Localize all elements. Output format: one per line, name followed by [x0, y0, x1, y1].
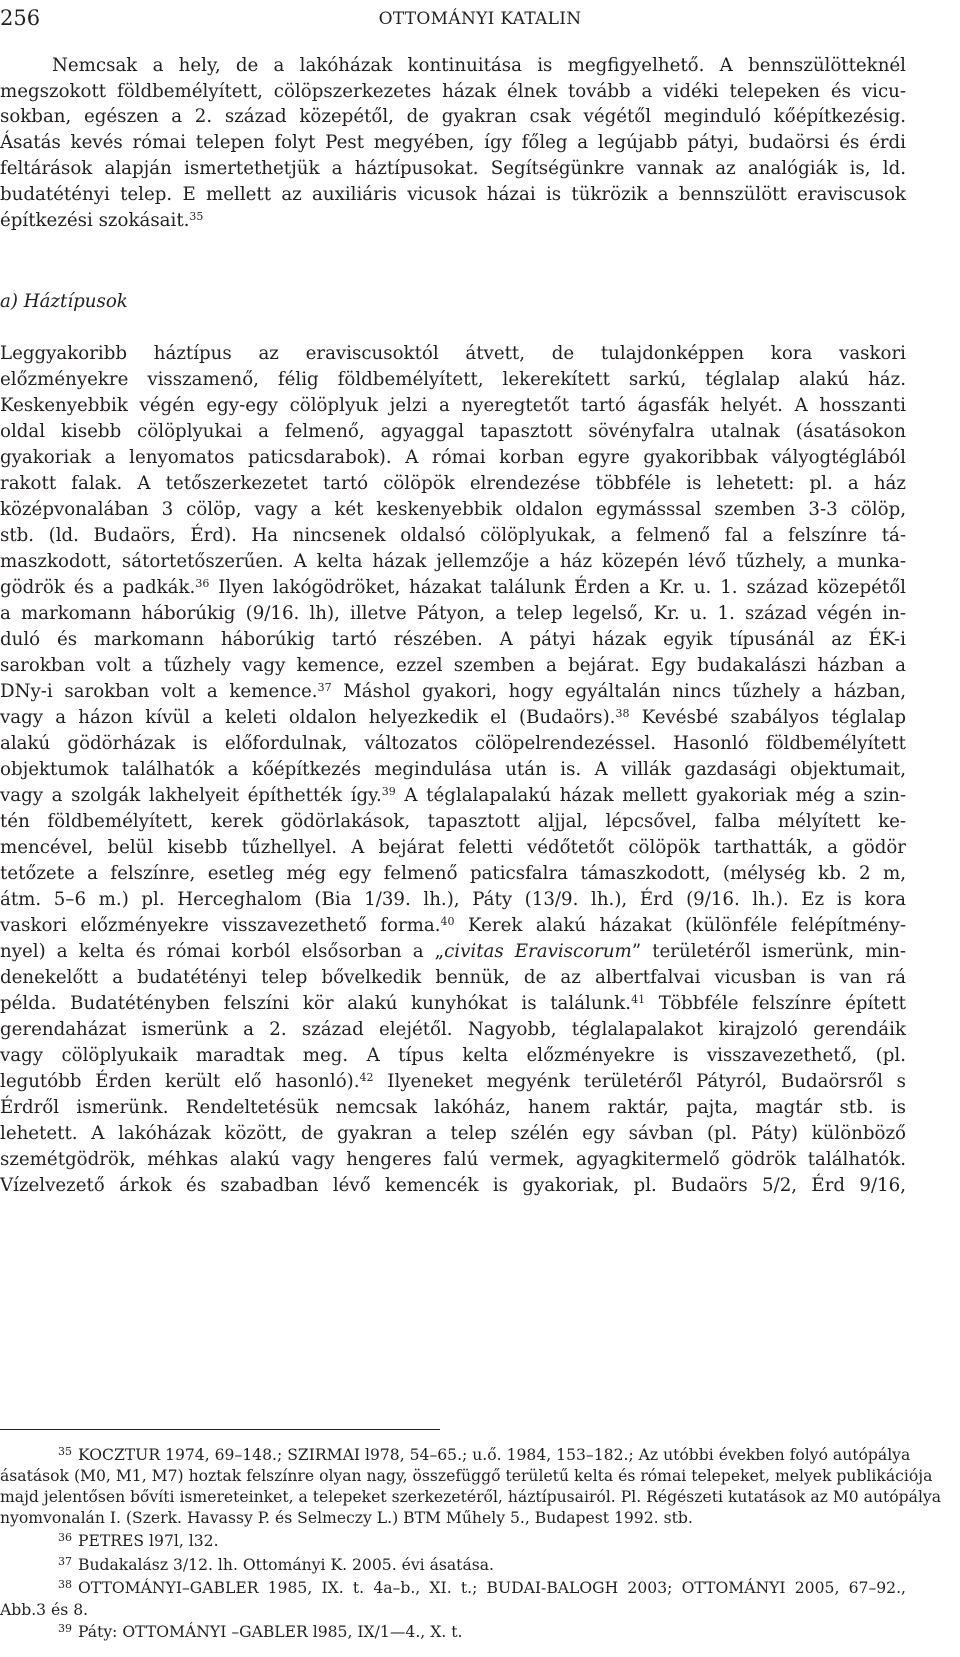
intro-line: építkezési szokásait.$^{35}$ [0, 209, 204, 231]
body-line: rakott falak. A tetőszerkezetet tartó cölöpök elrendezése többféle is lehetett: pl. a ház [0, 473, 906, 494]
footnote-line: Abb.3 és 8. [0, 1601, 89, 1619]
page-number: 256 [0, 6, 41, 30]
section-heading: a) Háztípusok [0, 291, 128, 312]
body-line: tén földbemélyített, kerek gödörlakások, tapasztott aljjal, lépcsővel, falba mélyített ke- [0, 811, 906, 832]
footnote-ref: 38 [615, 706, 630, 720]
footnote-ref: 36 [195, 576, 210, 590]
footnote-37: $^{37}$ Budakalász 3/12. lh. Ottományi K. 2005. évi ásatása. [58, 1555, 495, 1574]
body-line: stb. (ld. Budaörs, Érd). Ha nincsenek oldalsó cölöplyukak, a felmenő fal a felszínre tá- [0, 525, 906, 546]
footnote-ref: 39 [381, 784, 396, 798]
body-line: a markomann háborúkig (9/16. lh), illetve Pátyon, a telep legelső, Kr. u. 1. század végén in- [0, 603, 906, 624]
footnote-line: ásatások (M0, M1, M7) hoztak felszínre olyan nagy, összefüggő területű kelta és római telepeket, melyek publikációja [0, 1467, 933, 1485]
body-line: lehetett. A lakóházak között, de gyakran a telep szélén egy sávban (pl. Páty) különböző [0, 1123, 906, 1144]
footnote-ref: 35 [189, 209, 204, 223]
body-line: nyel) a kelta és római korból elsősorban a „civitas Eraviscorum” területéről ismerünk, min- [0, 941, 907, 962]
body-line: vaskori előzményekre visszavezethető forma.$^{40}$ Kerek alakú házakat (különféle felépítmény- [0, 914, 906, 936]
body-line: objektumok találhatók a kőépítkezés megindulása után is. A villák gazdasági objektumait, [0, 759, 906, 780]
intro-line: Nemcsak a hely, de a lakóházak kontinuitása is megfigyelhető. A bennszülötteknél [52, 55, 906, 76]
body-line: gerendaházat ismerünk a 2. század elejétől. Nagyobb, téglalapalakot kirajzoló gerendáik [0, 1019, 906, 1040]
body-line: gödrök és a padkák.$^{36}$ Ilyen lakógödröket, házakat találunk Érden a Kr. u. 1. század közepétől [0, 576, 906, 598]
body-line: DNy-i sarokban volt a kemence.$^{37}$ Máshol gyakori, hogy egyáltalán nincs tűzhely a házban, [0, 680, 906, 702]
body-line: duló és markomann háborúkig tartó részében. A pátyi házak egyik típusánál az ÉK-i [0, 629, 906, 650]
footnote-ref: 42 [359, 1070, 374, 1084]
body-line: vagy cölöplyukaik maradtak meg. A típus kelta előzményekre is visszavezethető, (pl. [0, 1045, 906, 1066]
body-line: középvonalában 3 cölöp, vagy a két keskenyebbik oldalon egymásssal szemben 3-3 cölöp, [0, 499, 906, 520]
body-line: Keskenyebbik végén egy-egy cölöplyuk jelzi a nyeregtetőt tartó ágasfák helyét. A hosszanti [0, 395, 906, 416]
running-title: OTTOMÁNYI KATALIN [378, 9, 582, 29]
body-line: Leggyakoribb háztípus az eraviscusoktól átvett, de tulajdonképpen kora vaskori [0, 343, 906, 364]
body-line: szemétgödrök, méhkas alakú vagy hengeres falú vermek, agyagkitermelő gödrök találhatók. [0, 1149, 906, 1170]
body-line: oldal kisebb cölöplyukai a felmenő, agyaggal tapasztott sövényfalra utalnak (ásatásokon [0, 421, 906, 442]
body-line: gyakoriak a lenyomatos paticsdarabok). A római korban egyre gyakoribbak vályogtéglából [0, 447, 906, 468]
footnote-ref: 37 [317, 680, 332, 694]
footnote-ref: 41 [631, 992, 646, 1006]
footnote-number: 35 [58, 1445, 72, 1458]
body-line: tetőzete a felszínre, esetleg még egy felmenő paticsfalra támaszkodott, (mélység kb. 2 m, [0, 863, 906, 884]
footnote-number: 37 [58, 1555, 72, 1568]
intro-line: Ásatás kevés római telepen folyt Pest megyében, így főleg a legújabb pátyi, budaörsi és érdi [0, 132, 906, 153]
body-line: Érdről ismerünk. Rendeltetésük nemcsak lakóház, hanem raktár, pajta, magtár stb. is [0, 1097, 906, 1118]
body-line: Vízelvezető árkok és szabadban lévő kemencék is gyakoriak, pl. Budaörs 5/2, Érd 9/16, [0, 1175, 906, 1196]
body-line: mencével, belül kisebb tűzhellyel. A bejárat feletti védőtetőt cölöpök tarthatták, a gödör [0, 837, 906, 858]
body-line: vagy a házon kívül a keleti oldalon helyezkedik el (Budaörs).$^{38}$ Kevésbé szabályos téglalap [0, 706, 907, 728]
footnote-35: $^{35}$ KOCZTUR 1974, 69–148.; SZIRMAI l978, 54–65.; u.ő. 1984, 153–182.; Az utóbbi években folyó autópálya [58, 1445, 911, 1464]
footnote-ref: 40 [440, 914, 455, 928]
body-line: maszkodott, sátortetőszerűen. A kelta házak jellemzője a ház közepén lévő tűzhely, a munka- [0, 551, 906, 572]
running-header [0, 6, 960, 32]
body-line: sarokban volt a tűzhely vagy kemence, ezzel szemben a bejárat. Egy budakalászi házban a [0, 655, 906, 676]
footnote-number: 38 [58, 1578, 72, 1591]
footnote-rule [0, 1429, 440, 1430]
body-line: denekelőtt a budatétényi telep bővelkedik bennük, de az albertfalvai vicusban is van rá [0, 967, 906, 988]
footnote-39: $^{39}$ Páty: OTTOMÁNYI –GABLER l985, IX/1—4., X. t. [58, 1622, 463, 1641]
footnote-line: nyomvonalán I. (Szerk. Havassy P. és Selmeczy L.) BTM Műhely 5., Budapest 1992. stb. [0, 1509, 693, 1527]
body-line: átm. 5–6 m.) pl. Herceghalom (Bia 1/39. lh.), Páty (13/9. lh.), Érd (9/16. lh.). Ez is kora [0, 889, 906, 910]
footnote-line: majd jelentősen bővíti ismereteinket, a telepeket szerkezetéről, háztípusairól. Pl. Régészeti kutatások az M0 autópálya [0, 1488, 942, 1506]
intro-line: feltárások alapján ismertethetjük a háztípusokat. Segítségünkre vannak az analógiák is, ld. [0, 158, 906, 179]
body-line: előzményekre visszamenő, félig földbemélyített, lekerekített sarkú, téglalap alakú ház. [0, 369, 906, 390]
footnote-38: $^{38}$ OTTOMÁNYI–GABLER 1985, IX. t. 4a–b., XI. t.; BUDAI-BALOGH 2003; OTTOMÁNYI 2005, 67–92., [58, 1578, 906, 1597]
footnote-number: 36 [58, 1531, 72, 1544]
body-line: vagy a szolgák lakhelyeit építhették így.$^{39}$ A téglalapalakú házak mellett gyakoriak még a szin- [0, 784, 906, 806]
intro-line: megszokott földbemélyített, cölöpszerkezetes házak élnek tovább a vidéki telepeken és vicu- [0, 81, 906, 102]
intro-line: sokban, egészen a 2. század közepétől, de gyakran csak végétől meginduló kőépítkezésig. [0, 106, 906, 127]
body-line: alakú gödörházak is előfordulnak, változatos cölöpelrendezéssel. Hasonló földbemélyített [0, 733, 906, 754]
footnote-number: 39 [58, 1622, 72, 1635]
footnote-36: $^{36}$ PETRES l97l, l32. [58, 1531, 219, 1550]
intro-line: budatétényi telep. E mellett az auxiliáris vicusok házai is tükrözik a bennszülött eraviscusok [0, 184, 906, 205]
italic-term: civitas Eraviscorum [444, 941, 632, 962]
body-line: példa. Budatétényben felszíni kör alakú kunyhókat is találunk.$^{41}$ Többféle felszínre épített [0, 992, 906, 1014]
body-line: legutóbb Érden került elő hasonló).$^{42}$ Ilyeneket megyénk területéről Pátyról, Budaörsről s [0, 1070, 906, 1092]
